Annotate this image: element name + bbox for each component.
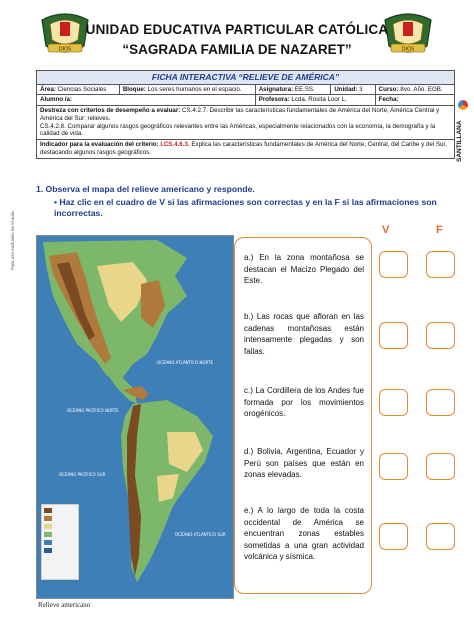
checkbox-b-false[interactable]	[426, 322, 455, 349]
profesora-value: Lcda. Rosita Loor L.	[291, 96, 347, 104]
asignatura-cell: Asignatura: EE.SS.	[255, 84, 331, 95]
school-subtitle: “SAGRADA FAMILIA DE NAZARET”	[122, 42, 352, 57]
profesora-cell: Profesora: Lcda. Rosita Loor L.	[255, 95, 375, 106]
unidad-cell: Unidad: 3	[331, 84, 375, 95]
checkbox-a-true[interactable]	[379, 251, 408, 278]
indicador-code: I.CS.4.6.3.	[160, 141, 190, 149]
question-1: 1. Observa el mapa del relieve americano y responde.	[36, 184, 255, 194]
crest-left-text: DIOS	[58, 46, 72, 53]
alumno-cell[interactable]: Alumno /a:	[37, 95, 256, 106]
statement-d: d.) Bolivia, Argentina, Ecuador y Perú son países que están en zonas elevadas.	[244, 447, 364, 480]
true-column-label: V	[382, 224, 390, 236]
statement-a: a.) En la zona montañosa se destacan el Macizo Plegado del Este.	[244, 253, 364, 286]
map-caption: Relieve americano	[38, 601, 91, 609]
checkbox-d-true[interactable]	[379, 453, 408, 480]
asignatura-value: EE.SS.	[294, 85, 315, 93]
indicador-text: Explica las características fundamentales de América del Norte, Central, del Caribe y del Sur, destacando algunos rasgos geográficos.	[40, 141, 447, 156]
unidad-value: 3	[359, 85, 363, 93]
crest-right-text: DIOS	[401, 46, 415, 53]
info-table	[36, 70, 455, 159]
worksheet-title: FICHA INTERACTIVA “RELIEVE DE AMÉRICA”	[37, 71, 455, 85]
bloque-cell: Bloque: Los seres humanos en el espacio.	[119, 84, 255, 95]
area-value: Ciencias Sociales	[57, 85, 107, 93]
map-label-atlantico-norte: OCÉANO ATLÁNTICO NORTE	[157, 360, 213, 365]
destreza-cell: Destreza con criterios de desempeño a evaluar: CS.4.2.7. Describir las características fundamentales de América del Norte, América Central y América del Sur: relieves. CS.4.2.8. Comparar algunos rasgos geográficos relevantes entre las Américas, especialmente relacionados con la economía, la demografía y la calidad de vida.	[37, 106, 455, 140]
map-label-pacifico-norte: OCÉANO PACÍFICO NORTE	[67, 408, 119, 413]
side-note: Para uso exclusivo en el aula.	[10, 210, 15, 270]
curso-cell: Curso: 8vo. Año. EGB.	[375, 84, 454, 95]
checkbox-c-false[interactable]	[426, 389, 455, 416]
bloque-value: Los seres humanos en el espacio.	[147, 85, 242, 93]
area-cell: Área: Ciencias Sociales	[37, 84, 120, 95]
checkbox-d-false[interactable]	[426, 453, 455, 480]
checkbox-e-true[interactable]	[379, 523, 408, 550]
question-instructions: • Haz clic en el cuadro de V si las afirmaciones son correctas y en la F si las afirmaciones son incorrectas.	[54, 197, 437, 219]
curso-value: 8vo. Año. EGB.	[400, 85, 443, 93]
relief-map	[36, 235, 234, 599]
checkbox-c-true[interactable]	[379, 389, 408, 416]
relief-map-image	[37, 236, 233, 598]
checkbox-a-false[interactable]	[426, 251, 455, 278]
statement-e: e.) A lo largo de toda la costa occidental de América se encuentran zonas estables sometidas a una gran actividad volcánica y sísmica.	[244, 506, 364, 562]
santillana-logo: SANTILLANA	[454, 96, 472, 166]
santillana-icon	[458, 100, 468, 110]
checkbox-e-false[interactable]	[426, 523, 455, 550]
statement-b: b.) Las rocas que afloran en las cadenas montañosas están intensamente plegadas y son fallas.	[244, 312, 364, 356]
false-column-label: F	[436, 224, 443, 236]
school-name: UNIDAD EDUCATIVA PARTICULAR CATÓLICA	[85, 22, 389, 37]
map-label-pacifico-sur: OCÉANO PACÍFICO SUR	[59, 472, 106, 477]
fecha-cell[interactable]: Fecha:	[375, 95, 454, 106]
destreza-text-2: CS.4.2.8. Comparar algunos rasgos geográficos relevantes entre las Américas, especialmente relacionados con la economía, la demografía y la calidad de vida.	[40, 122, 436, 138]
destreza-text-1: CS.4.2.7. Describir las características fundamentales de América del Norte, América Central y América del Sur: relieves.	[40, 107, 440, 122]
map-label-atlantico-sur: OCÉANO ATLÁNTICO SUR	[175, 532, 226, 537]
checkbox-b-true[interactable]	[379, 322, 408, 349]
statement-c: c.) La Cordillera de los Andes fue formada por los movimientos orogénicos.	[244, 386, 364, 419]
indicador-cell: Indicador para la evaluación del criterio: I.CS.4.6.3. Explica las características fundamentales de América del Norte, Central, del Caribe y del Sur, destacando algunos rasgos geográficos.	[37, 140, 455, 159]
